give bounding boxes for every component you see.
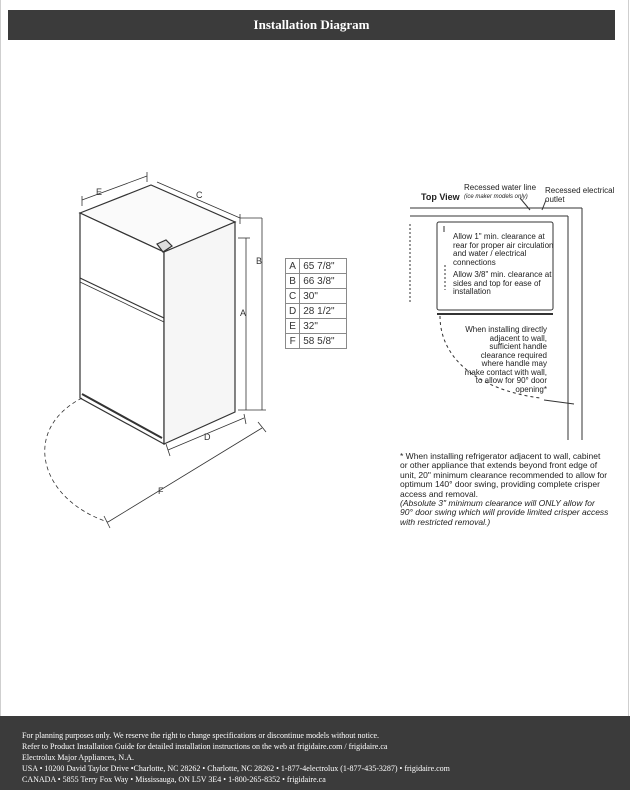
water-line-text: Recessed water line <box>464 183 537 192</box>
footer <box>0 716 630 790</box>
dimension-row: E 32" <box>286 319 347 334</box>
water-line-subtext: (ice maker models only) <box>464 194 528 200</box>
refrigerator-drawing <box>80 185 235 444</box>
wall-clearance-note: When installing directly adjacent to wall, sufficient handle clearance required where handle may make contact with wall, to allow for 90° door opening* <box>464 325 547 394</box>
dimension-row: D 28 1/2" <box>286 304 347 319</box>
dimension-label-c: C <box>196 190 203 200</box>
dimension-label-b: B <box>256 256 263 266</box>
footer-line-3: Electrolux Major Appliances, N.A. <box>22 753 134 762</box>
swing-footnote <box>400 452 610 527</box>
fridge-side-face <box>164 222 235 444</box>
fridge-front-face <box>80 213 164 444</box>
dimension-row: C 30" <box>286 289 347 304</box>
footer-line-1: For planning purposes only. We reserve the right to change specifications or discontinue models without notice. <box>22 731 380 740</box>
outlet-label: Recessed electrical outlet <box>545 186 615 204</box>
footnote-main: * When installing refrigerator adjacent to wall, cabinet or other appliance that extends beyond front edge of unit, 20" minimum clearance recommended to allow for optimum 140° door swing, providing complete crisper access and removal. <box>400 451 608 499</box>
footer-line-5: CANADA • 5855 Terry Fox Way • Mississauga, ON L5V 3E4 • 1-800-265-8352 • frigidaire.ca <box>22 775 326 784</box>
dimension-label-a: A <box>240 308 247 318</box>
dimension-label-d: D <box>204 432 211 442</box>
dimension-row: A 65 7/8" <box>286 259 347 274</box>
dimension-table <box>285 258 347 349</box>
side-clearance-note: Allow 3/8" min. clearance at sides and top for ease of installation <box>453 270 552 296</box>
dimension-row: F 58 5/8" <box>286 334 347 349</box>
water-line-label <box>464 184 536 201</box>
footer-line-4: USA • 10200 David Taylor Drive •Charlotte, NC 28262 • Charlotte, NC 28262 • 1-877-4electrolux (1-877-435-3287) • frigidaire.com <box>22 764 450 773</box>
door-swing-arc <box>45 398 108 522</box>
dimension-row: B 66 3/8" <box>286 274 347 289</box>
footer-line-2: Refer to Product Installation Guide for detailed installation instructions on the web at frigidaire.com / frigidaire.ca <box>22 742 388 751</box>
rear-clearance-note: Allow 1" min. clearance at rear for proper air circulation and water / electrical connections <box>453 232 554 267</box>
dimension-label-e: E <box>96 187 103 197</box>
top-view-label: Top View <box>421 192 460 202</box>
footnote-italic: (Absolute 3" minimum clearance will ONLY allow for 90° door swing which will provide limited crisper access with restricted removal.) <box>400 498 609 527</box>
page-title: Installation Diagram <box>253 17 370 32</box>
dimension-label-f: F <box>158 486 164 496</box>
